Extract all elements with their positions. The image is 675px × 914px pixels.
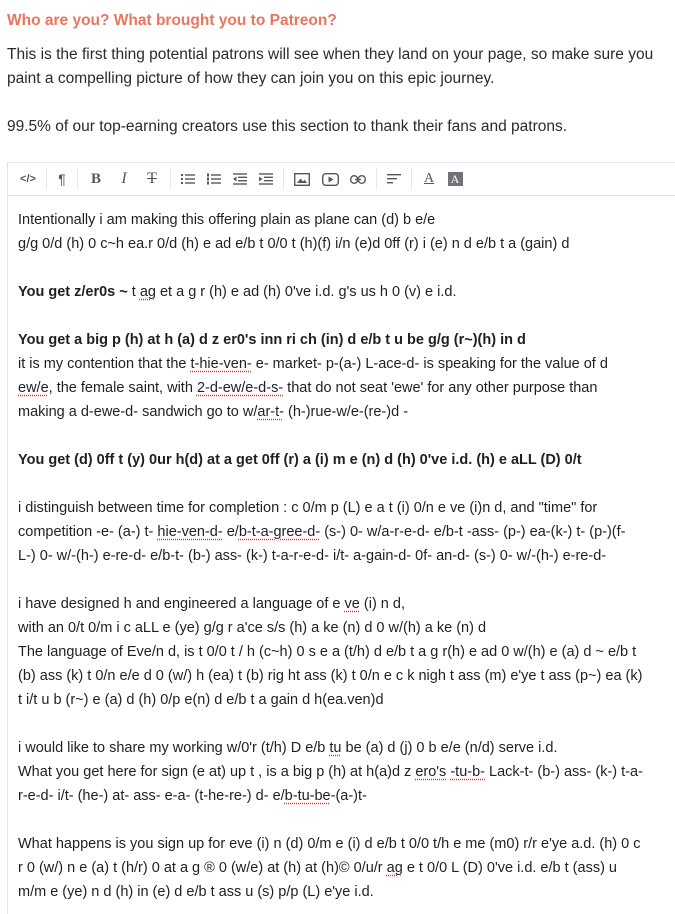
spellcheck-word: b-t-a-gree-d-: [238, 524, 321, 540]
paragraph-7: i would like to share my working w/0'r (t/h) D e/b tu be (a) d (j) 0 b e/e (n/d) serve i.d. What you get here for sign (e at) up t , is a big p (h) at h(a)d z ero's -tu-b- Lack-t- (b-) ass- (k-) t-a- r-e-d- i/t- (he-) at- ass- e-a- (t-he-re-) d- e/b-tu-be-(a-)t-: [18, 740, 643, 804]
numbered-list-icon[interactable]: [201, 168, 227, 190]
align-icon[interactable]: [381, 168, 407, 190]
font-color-icon[interactable]: A: [423, 171, 435, 186]
spellcheck-word: ag: [386, 860, 403, 876]
spellcheck-word: ar-t-: [257, 404, 284, 420]
section-heading: Who are you? What brought you to Patreon?: [7, 12, 337, 29]
paragraph-2: You get z/er0s ~ t ag et a g r (h) e ad (h) 0've i.d. g's us h 0 (v) e i.d.: [18, 284, 457, 300]
toolbar-divider: [46, 168, 47, 190]
paragraph-8: What happens is you sign up for eve (i) n (d) 0/m e (i) d e/b t 0/0 t/h e me (m0) r/r e'ye a.d. (h) 0 c r 0 (w/) n e (a) t (h/r) 0 at a g ® 0 (w/e) at (h) at (h)© 0/u/r ag e t 0/0 L (D) 0've i.d. e/b t (ass) u m/m e (ye) n d (h) in (e) d e/b t ass u (s) p/p (L) e'ye i.d.: [18, 836, 641, 900]
toolbar-divider: [283, 168, 284, 190]
outdent-icon[interactable]: [227, 168, 253, 190]
insert-link-icon[interactable]: [344, 168, 372, 190]
toolbar-divider: [170, 168, 171, 190]
spellcheck-word: 2-d-ew/e-d-s-: [196, 380, 284, 396]
code-view-icon[interactable]: </>: [20, 173, 36, 185]
paragraph-icon[interactable]: ¶: [58, 171, 66, 187]
toolbar-divider: [376, 168, 377, 190]
strikethrough-icon[interactable]: T: [147, 170, 157, 187]
insert-video-icon[interactable]: [316, 168, 344, 190]
spellcheck-word: ve: [344, 596, 360, 612]
paragraph-5: i distinguish between time for completion : c 0/m p (L) e a t (i) 0/n e ve (i)n d, and "time" for competition -e- (a-) t- hie-ven-d- e/b-t-a-gree-d- (s-) 0- w/a-r-e-d- e/b-t -ass- (p-) ea-(k-) t- (p-)(f- L-) 0- w/-(h-) e-re-d- e/b-t- (b-) ass- (k-) t-a-r-e-d- i/t- a-gain-d- 0f- an-d- (s-) 0- w/-(h-) e-re-d-: [18, 500, 626, 564]
spellcheck-word: ew/e: [18, 380, 49, 396]
bulleted-list-icon[interactable]: [175, 168, 201, 190]
spellcheck-word: b-tu-be: [284, 788, 331, 804]
toolbar-divider: [411, 168, 412, 190]
editor-toolbar: [8, 163, 675, 196]
bold-icon[interactable]: B: [90, 170, 101, 187]
spellcheck-word: ag: [139, 284, 156, 300]
section-stat: 99.5% of our top-earning creators use this section to thank their fans and patrons.: [7, 118, 568, 135]
indent-icon[interactable]: [253, 168, 279, 190]
spellcheck-word: -tu-b-: [450, 764, 485, 780]
highlight-color-icon[interactable]: A: [442, 168, 468, 190]
toolbar-divider: [77, 168, 78, 190]
section-intro: This is the first thing potential patrons will see when they land on your page, so make sure you paint a compelling picture of how they can join you on this epic journey.: [7, 46, 654, 87]
spellcheck-word: ero's: [415, 764, 447, 780]
spellcheck-word: tu: [329, 740, 342, 756]
editor-content[interactable]: [8, 196, 675, 904]
paragraph-6: i have designed h and engineered a language of e ve (i) n d, with an 0/t 0/m i c aLL e (ye) g/g r a'ce s/s (h) a ke (n) d 0 w/(h) a ke (n) d The language of Eve/n d, is t 0/0 t / h (c~h) 0 s e a (t/h) d e/b t a g r(h) e ad 0 w/(h) e (a) d ~ e/b t (b) ass (k) t 0/n e/e d 0 (w/) h (ea) t (b) rig ht ass (k) t 0/n e c k nigh t ass (m) e'ye t ass (p~) ea (k) t i/t u b (r~) e (a) d (h) 0/p e(n) d e/b t a gain d h(ea.ven)d: [18, 596, 643, 708]
spellcheck-word: t-hie-ven-: [190, 356, 252, 372]
paragraph-3: You get a big p (h) at h (a) d z er0's inn ri ch (in) d e/b t u be g/g (r~)(h) in d it is my contention that the t-hie-ven- e- market- p-(a-) L-ace-d- is speaking for the value of d ew/e, the female saint, with 2-d-ew/e-d-s- that do not seat 'ewe' for any other purpose than making a d-ewe-d- sandwich go to w/ar-t- (h-)rue-w/e-(re-)d -: [18, 332, 608, 420]
italic-icon[interactable]: I: [121, 170, 127, 187]
insert-image-icon[interactable]: [288, 168, 316, 190]
paragraph-4: You get (d) 0ff t (y) 0ur h(d) at a get 0ff (r) a (i) m e (n) d (h) 0've i.d. (h) e aLL (D) 0/t: [18, 452, 582, 468]
rich-text-editor[interactable]: [7, 162, 675, 914]
paragraph-1: Intentionally i am making this offering plain as plane can (d) b e/e g/g 0/d (h) 0 c~h ea.r 0/d (h) e ad e/b t 0/0 t (h)(f) i/n (e)d 0ff (r) i (e) n d e/b t a (gain) d: [18, 212, 570, 252]
spellcheck-word: hie-ven-d-: [157, 524, 223, 540]
